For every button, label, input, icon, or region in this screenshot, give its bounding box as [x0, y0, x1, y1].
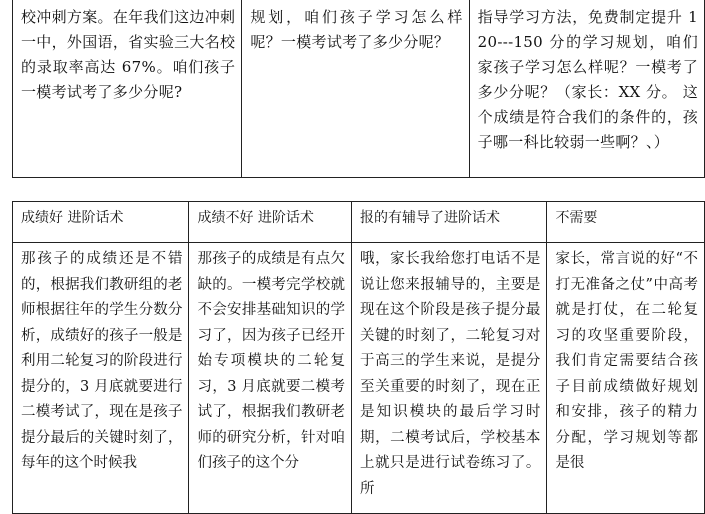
- top-cell-2-text: 规划，咱们孩子学习怎么样呢？一模考试考了多少分呢？: [250, 8, 463, 51]
- bottom-table: [12, 201, 705, 514]
- script-poor-score: [189, 243, 352, 514]
- top-cell-2: [242, 0, 469, 178]
- top-cell-1: [13, 0, 242, 178]
- header-good-score: [13, 202, 189, 243]
- script-has-tutoring: [352, 243, 547, 514]
- script-not-needed-text: 家长，常言说的好“不打无准备之仗”中高考就是打仗，在二轮复习的攻坚重要阶段，我们肯定需要结合孩子目前成绩做好规划和安排，孩子的精力分配，学习规划等都是很: [555, 251, 698, 471]
- header-poor-score-text: 成绩不好 进阶话术: [197, 210, 314, 226]
- header-has-tutoring: [352, 202, 547, 243]
- script-poor-score-text: 那孩子的成绩是有点欠缺的。一模考完学校就不会安排基础知识的学习了，因为孩子已经开始专项模块的二轮复习，3 月底就要二模考试了，根据我们教研老师的研究分析，针对咱们孩子的这个分: [197, 251, 346, 471]
- script-good-score: [13, 243, 189, 514]
- top-cell-3-text: 指导学习方法，免费制定提升 120---150 分的学习规划，咱们家孩子学习怎么样呢？一模考了多少分呢？（家长：XX 分。 这个成绩是符合我们的条件的，孩子哪一科比较弱一些啊？、）: [477, 8, 698, 151]
- top-cell-1-text: 校冲刺方案。在年我们这边冲刺一中，外国语，省实验三大名校的录取率高达 67%。咱们孩子一模考试考了多少分呢?: [21, 8, 236, 101]
- header-not-needed-text: 不需要: [555, 210, 598, 226]
- script-has-tutoring-text: 哦，家长我给您打电话不是说让您来报辅导的，主要是现在这个阶段是孩子提分最关键的时刻了，二轮复习对于高三的学生来说，是提分至关重要的时刻了，现在正是知识模块的最后学习时期，二模考试后，学校基本上就只是进行试卷练习了。所: [360, 251, 541, 497]
- header-good-score-text: 成绩好 进阶话术: [21, 210, 124, 226]
- top-table: [12, 0, 705, 178]
- header-not-needed: [547, 202, 705, 243]
- header-has-tutoring-text: 报的有辅导了进阶话术: [360, 210, 501, 226]
- script-not-needed: [547, 243, 705, 514]
- header-poor-score: [189, 202, 352, 243]
- script-good-score-text: 那孩子的成绩还是不错的，根据我们教研组的老师根据往年的学生分数分析，成绩好的孩子一般是利用二轮复习的阶段进行提分的，3 月底就要进行二模考试了，现在是孩子提分最后的关键时刻了，每年的这个时候我: [21, 251, 183, 471]
- top-cell-3: [469, 0, 704, 178]
